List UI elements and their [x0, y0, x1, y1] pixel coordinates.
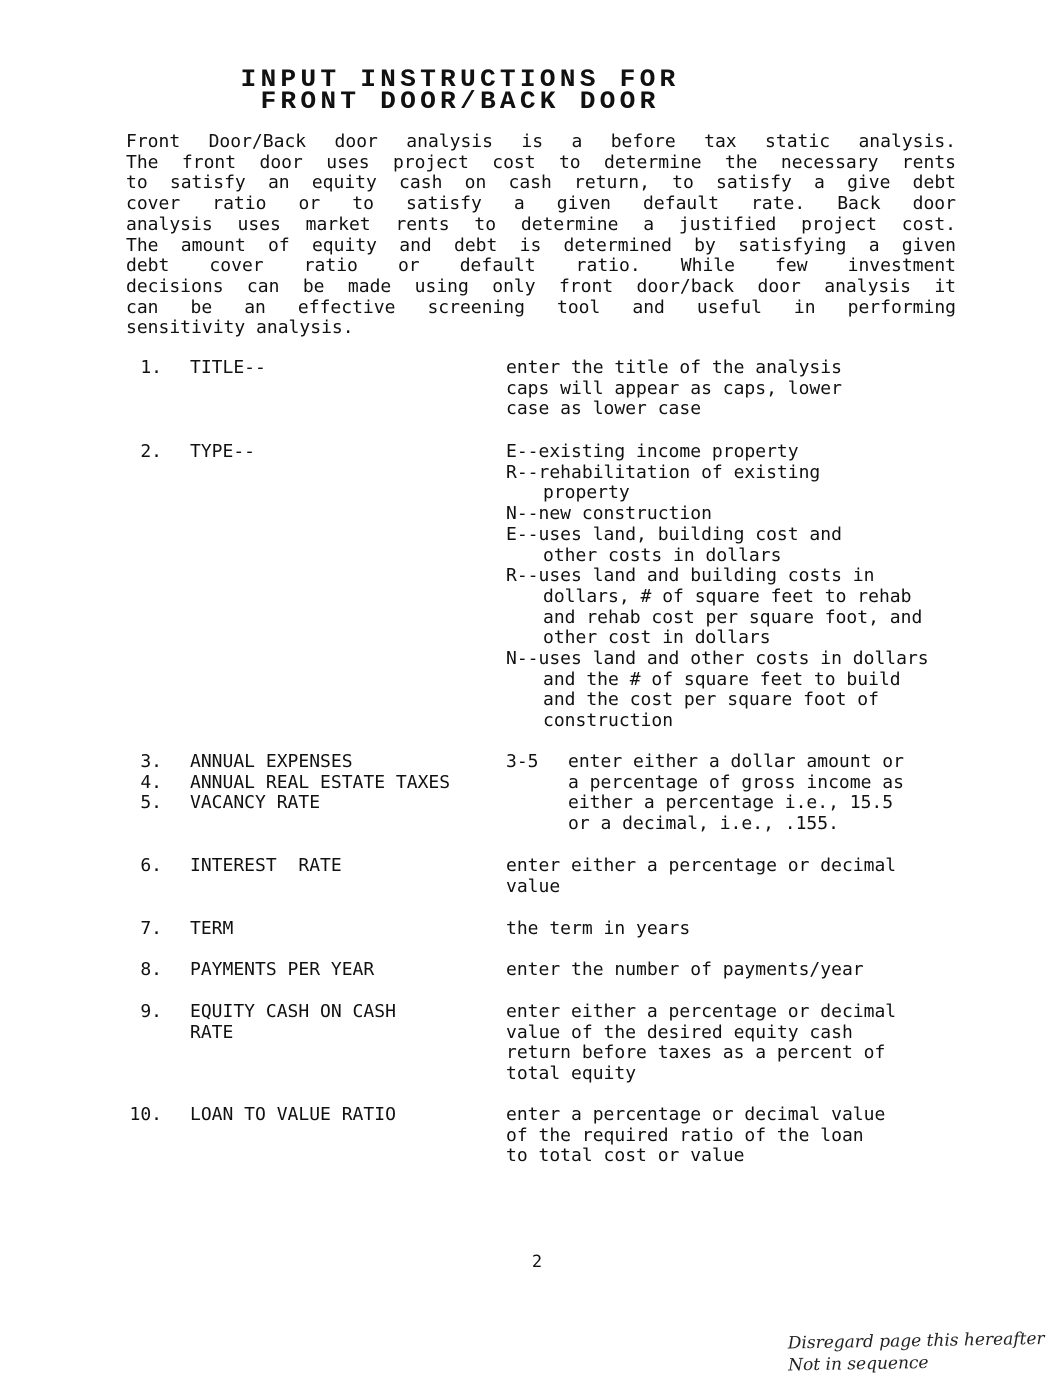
item-description [506, 856, 1006, 897]
intro-line: debt cover ratio or default ratio. While few investment [126, 255, 956, 277]
description-line: enter either a dollar amount or [568, 751, 904, 772]
intro-line: to satisfy an equity cash on cash return, to satisfy a give debt [126, 172, 956, 194]
description-line: caps will appear as caps, lower [506, 377, 842, 399]
item-label [190, 442, 500, 463]
description-line: to total cost or value [506, 1145, 745, 1167]
item-label: ANNUAL REAL ESTATE TAXES [190, 771, 451, 793]
description-line: enter a percentage or decimal value [506, 1104, 886, 1125]
description-line: total equity [506, 1063, 637, 1085]
handwritten-note-line-2: Not in sequence [788, 1352, 929, 1376]
item-label-line: PAYMENTS PER YEAR [190, 959, 375, 980]
item-label [190, 1002, 500, 1043]
item-range: 3-5 [506, 751, 539, 772]
description-line: R--rehabilitation of existing [506, 461, 821, 483]
item-number: 1. [140, 357, 162, 378]
item-label [190, 1105, 500, 1126]
description-line: enter the number of payments/year [506, 959, 864, 980]
description-line: dollars, # of square feet to rehab [543, 585, 912, 607]
description-line: value of the desired equity cash [506, 1021, 853, 1043]
item-number: 7. [140, 918, 162, 939]
item-description [506, 960, 1006, 981]
description-line: and rehab cost per square foot, and [543, 606, 923, 628]
item-number: 2. [140, 441, 162, 462]
item-label [190, 919, 500, 940]
description-line: a percentage of gross income as [568, 771, 904, 793]
intro-line: sensitivity analysis. [126, 317, 354, 339]
item-label: ANNUAL EXPENSES [190, 751, 353, 772]
intro-line: analysis uses market rents to determine a justified project cost. [126, 213, 956, 235]
description-line: and the cost per square foot of [543, 689, 879, 711]
item-number: 8. [140, 959, 162, 980]
description-line: value [506, 875, 561, 897]
description-line: N--new construction [506, 503, 712, 525]
item-label-line: TYPE-- [190, 441, 256, 462]
description-line: R--uses land and building costs in [506, 565, 875, 587]
item-label-line: EQUITY CASH ON CASH [190, 1001, 396, 1022]
intro-line: The amount of equity and debt is determined by satisfying a given [126, 234, 956, 256]
item-number: 10. [129, 1104, 162, 1125]
item-description [506, 1105, 1006, 1167]
item-label-line: TERM [190, 918, 234, 939]
description-line: the term in years [506, 918, 691, 939]
page-number: 2 [531, 1252, 543, 1272]
item-description [506, 442, 1006, 732]
intro-line: can be an effective screening tool and useful in performing [126, 296, 956, 318]
description-line: of the required ratio of the loan [506, 1124, 864, 1146]
handwritten-note [788, 1328, 1062, 1377]
item-number: 5. [140, 792, 162, 814]
description-line: property [543, 482, 630, 504]
intro-line: cover ratio or to satisfy a given default rate. Back door [126, 193, 956, 215]
item-label-line: TITLE-- [190, 357, 266, 378]
page-title-line-2: FRONT DOOR/BACK DOOR [260, 87, 660, 116]
item-description [568, 752, 988, 835]
intro-line: decisions can be made using only front door/back door analysis it [126, 275, 956, 297]
intro-paragraph [126, 132, 956, 339]
description-line: either a percentage i.e., 15.5 [568, 792, 894, 814]
description-line: enter either a percentage or decimal [506, 855, 897, 876]
item-label [190, 358, 500, 379]
description-line: other cost in dollars [543, 627, 771, 649]
description-line: return before taxes as a percent of [506, 1042, 886, 1064]
page-title-line-1: INPUT INSTRUCTIONS FOR [240, 65, 680, 94]
item-description [506, 358, 1006, 420]
description-line: N--uses land and other costs in dollars [506, 648, 929, 670]
item-label-line: RATE [190, 1021, 234, 1043]
item-label-line: LOAN TO VALUE RATIO [190, 1104, 396, 1125]
item-description [506, 919, 1006, 940]
description-line: construction [543, 710, 674, 732]
handwritten-note-line-1: Disregard page this hereafter [787, 1328, 1045, 1354]
item-description [506, 1002, 1006, 1085]
item-label [190, 856, 500, 877]
intro-line: The front door uses project cost to determine the necessary rents [126, 151, 956, 173]
item-number: 9. [140, 1001, 162, 1022]
item-label-line: INTEREST RATE [190, 855, 342, 876]
item-number: 3. [140, 751, 162, 772]
intro-line: Front Door/Back door analysis is a before tax static analysis. [126, 131, 956, 152]
description-line: enter the title of the analysis [506, 357, 842, 378]
description-line: E--existing income property [506, 441, 799, 462]
description-line: case as lower case [506, 398, 702, 420]
description-line: other costs in dollars [543, 544, 782, 566]
description-line: E--uses land, building cost and [506, 523, 842, 545]
description-line: enter either a percentage or decimal [506, 1001, 897, 1022]
item-number: 6. [140, 855, 162, 876]
description-line: or a decimal, i.e., .155. [568, 813, 839, 835]
item-number: 4. [140, 771, 162, 793]
description-line: and the # of square feet to build [543, 668, 901, 690]
item-label [190, 960, 500, 981]
item-label: VACANCY RATE [190, 792, 321, 814]
